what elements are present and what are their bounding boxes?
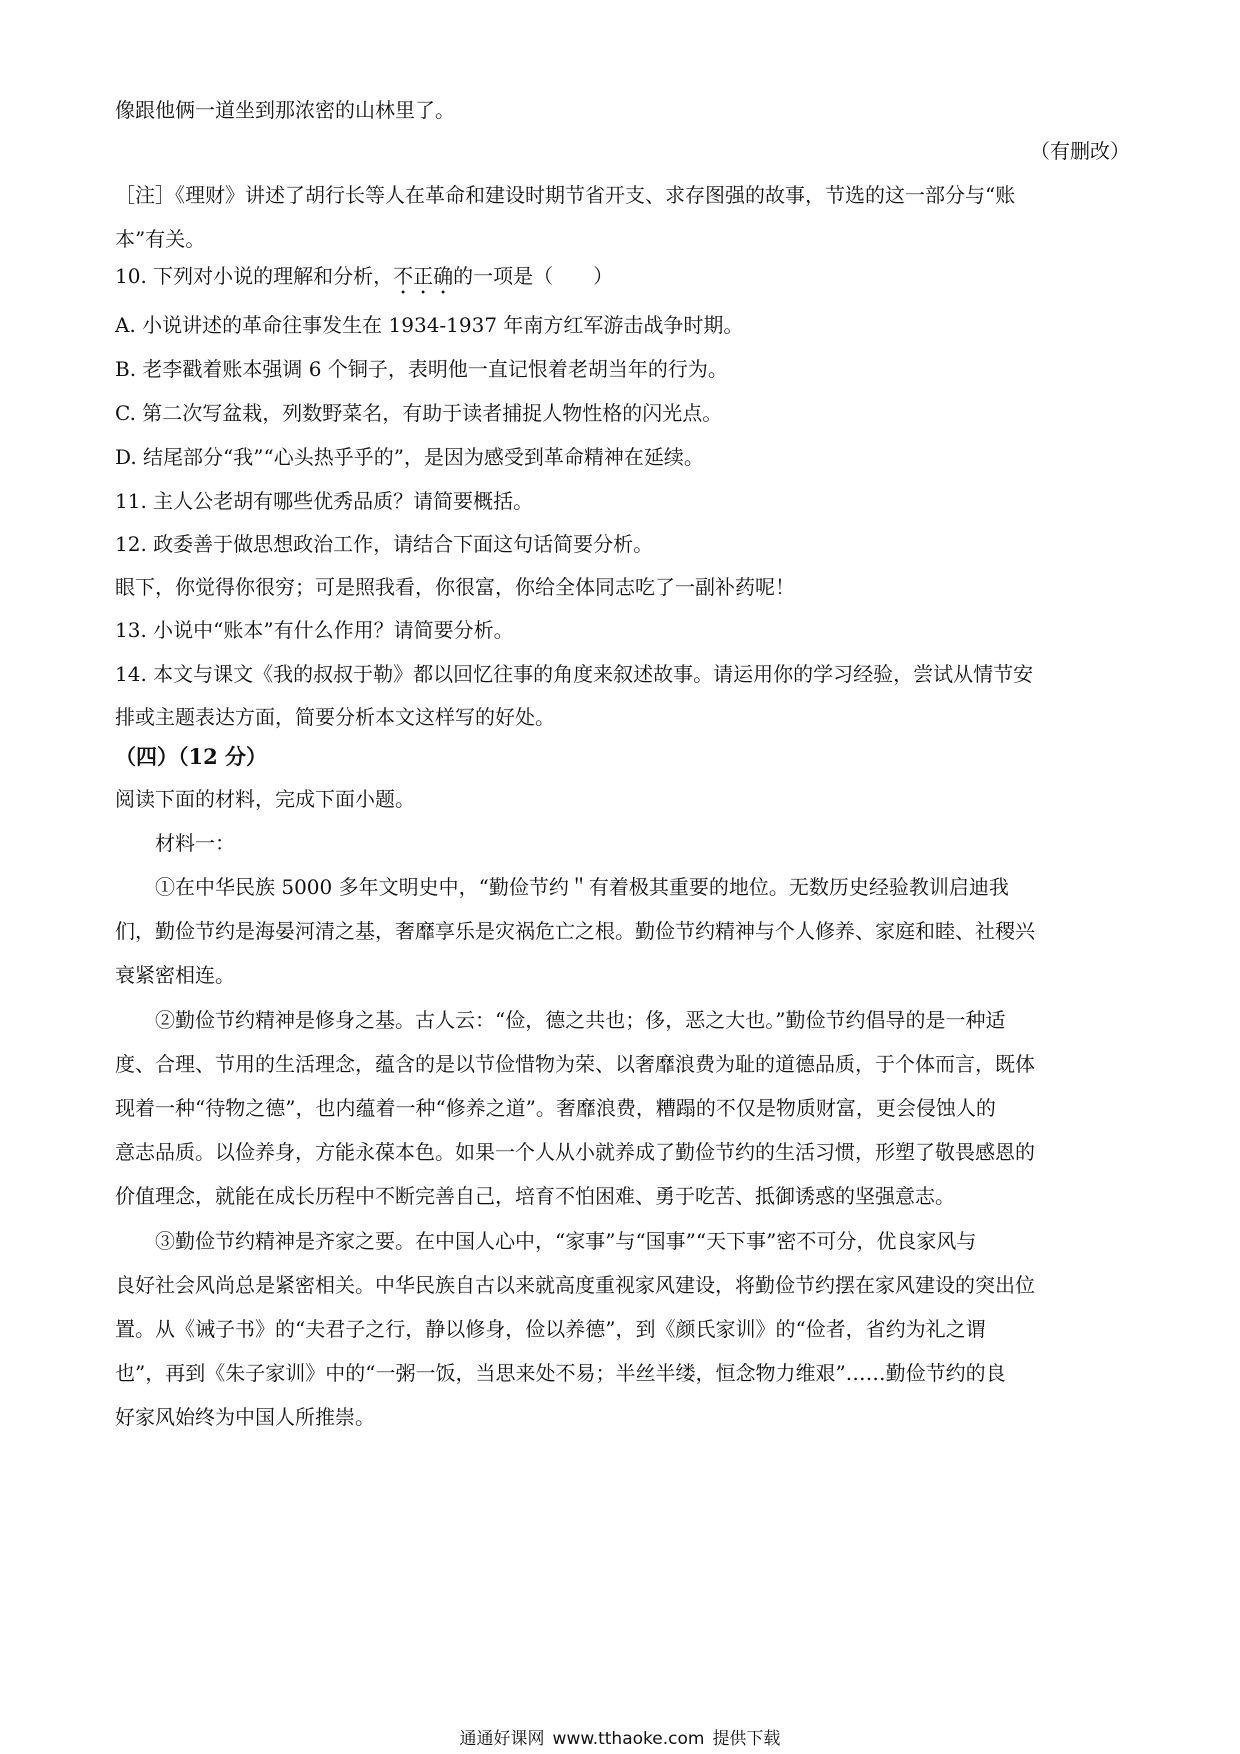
annotation-line: ［注］《理财》讲述了胡行长等人在革命和建设时期节省开支、求存图强的故事，节选的这一部分与“账	[115, 183, 1016, 207]
story-end-line: 像跟他俩一道坐到那浓密的山林里了。	[115, 98, 455, 122]
paragraph-1-line: ①在中华民族 5000 多年文明史中，“勤俭节约＂有着极其重要的地位。无数历史经验教训启迪我	[155, 875, 1009, 899]
section-instruction: 阅读下面的材料，完成下面小题。	[115, 787, 415, 811]
footer-site-name: 通通好课网	[459, 1729, 545, 1749]
page-footer	[0, 1724, 1240, 1749]
question-11: 11. 主人公老胡有哪些优秀品质？请简要概括。	[115, 489, 534, 513]
paragraph-2-line: 度、合理、节用的生活理念，蕴含的是以节俭惜物为荣、以奢靡浪费为耻的道德品质，于个体而言，既体	[115, 1052, 1035, 1076]
paragraph-3-line: 良好社会风尚总是紧密相关。中华民族自古以来就高度重视家风建设，将勤俭节约摆在家风建设的突出位	[115, 1273, 1035, 1297]
paragraph-1-line: 们，勤俭节约是海晏河清之基，奢靡享乐是灾祸危亡之根。勤俭节约精神与个人修养、家庭和睦、社稷兴	[115, 919, 1035, 943]
annotation-line: 本”有关。	[115, 227, 206, 251]
footer-suffix: 提供下载	[712, 1729, 781, 1749]
option-d: D. 结尾部分“我”“心头热乎乎的”，是因为感受到革命精神在延续。	[115, 445, 704, 469]
material-title: 材料一：	[155, 831, 235, 855]
question-10-prefix: 10. 下列对小说的理解和分析，	[115, 264, 394, 288]
paragraph-2-line: ②勤俭节约精神是修身之基。古人云：“俭，德之共也；侈，恶之大也。”勤俭节约倡导的是一种适	[155, 1008, 1006, 1032]
option-c: C. 第二次写盆栽，列数野菜名，有助于读者捕捉人物性格的闪光点。	[115, 401, 723, 425]
question-10-suffix: 的一项是（ ）	[453, 264, 614, 288]
paragraph-2-line: 意志品质。以俭养身，方能永葆本色。如果一个人从小就养成了勤俭节约的生活习惯，形塑了敬畏感恩的	[115, 1140, 1035, 1164]
question-14: 14. 本文与课文《我的叔叔于勒》都以回忆往事的角度来叙述故事。请运用你的学习经验，尝试从情节安	[115, 662, 1034, 686]
paragraph-2-line: 价值理念，就能在成长历程中不断完善自己，培育不怕困难、勇于吃苦、抵御诱惑的坚强意志。	[115, 1184, 955, 1208]
footer-url[interactable]: www.tthaoke.com	[552, 1729, 705, 1749]
paragraph-3-line: 也”，再到《朱子家训》中的“一粥一饭，当思来处不易；半丝半缕，恒念物力维艰”……勤俭节约的良	[115, 1361, 1006, 1385]
paragraph-3-line: ③勤俭节约精神是齐家之要。在中国人心中，“家事”与“国事”“天下事”密不可分，优良家风与	[155, 1229, 977, 1253]
paragraph-2-line: 现着一种“待物之德”，也内蕴着一种“修养之道”。奢靡浪费，糟蹋的不仅是物质财富，更会侵蚀人的	[115, 1096, 996, 1120]
section-heading: （四）（12 分）	[115, 744, 268, 769]
revision-note: （有删改）	[1030, 139, 1130, 163]
option-a: A. 小说讲述的革命往事发生在 1934-1937 年南方红军游击战争时期。	[115, 313, 744, 337]
question-10	[115, 264, 613, 299]
question-12: 12. 政委善于做思想政治工作，请结合下面这句话简要分析。	[115, 532, 654, 556]
question-13: 13. 小说中“账本”有什么作用？请简要分析。	[115, 618, 514, 642]
question-12-quote: 眼下，你觉得你很穷；可是照我看，你很富，你给全体同志吃了一副补药呢！	[115, 575, 795, 599]
paragraph-1-line: 衰紧密相连。	[115, 963, 235, 987]
paragraph-3-line: 好家风始终为中国人所推崇。	[115, 1405, 375, 1429]
option-b: B. 老李戳着账本强调 6 个铜子，表明他一直记恨着老胡当年的行为。	[115, 357, 728, 381]
emphasis-text: 不正确	[393, 264, 454, 288]
question-14-cont: 排或主题表达方面，简要分析本文这样写的好处。	[115, 705, 555, 729]
paragraph-3-line: 置。从《诫子书》的“夫君子之行，静以修身，俭以养德”，到《颜氏家训》的“俭者，省约为礼之谓	[115, 1317, 986, 1341]
